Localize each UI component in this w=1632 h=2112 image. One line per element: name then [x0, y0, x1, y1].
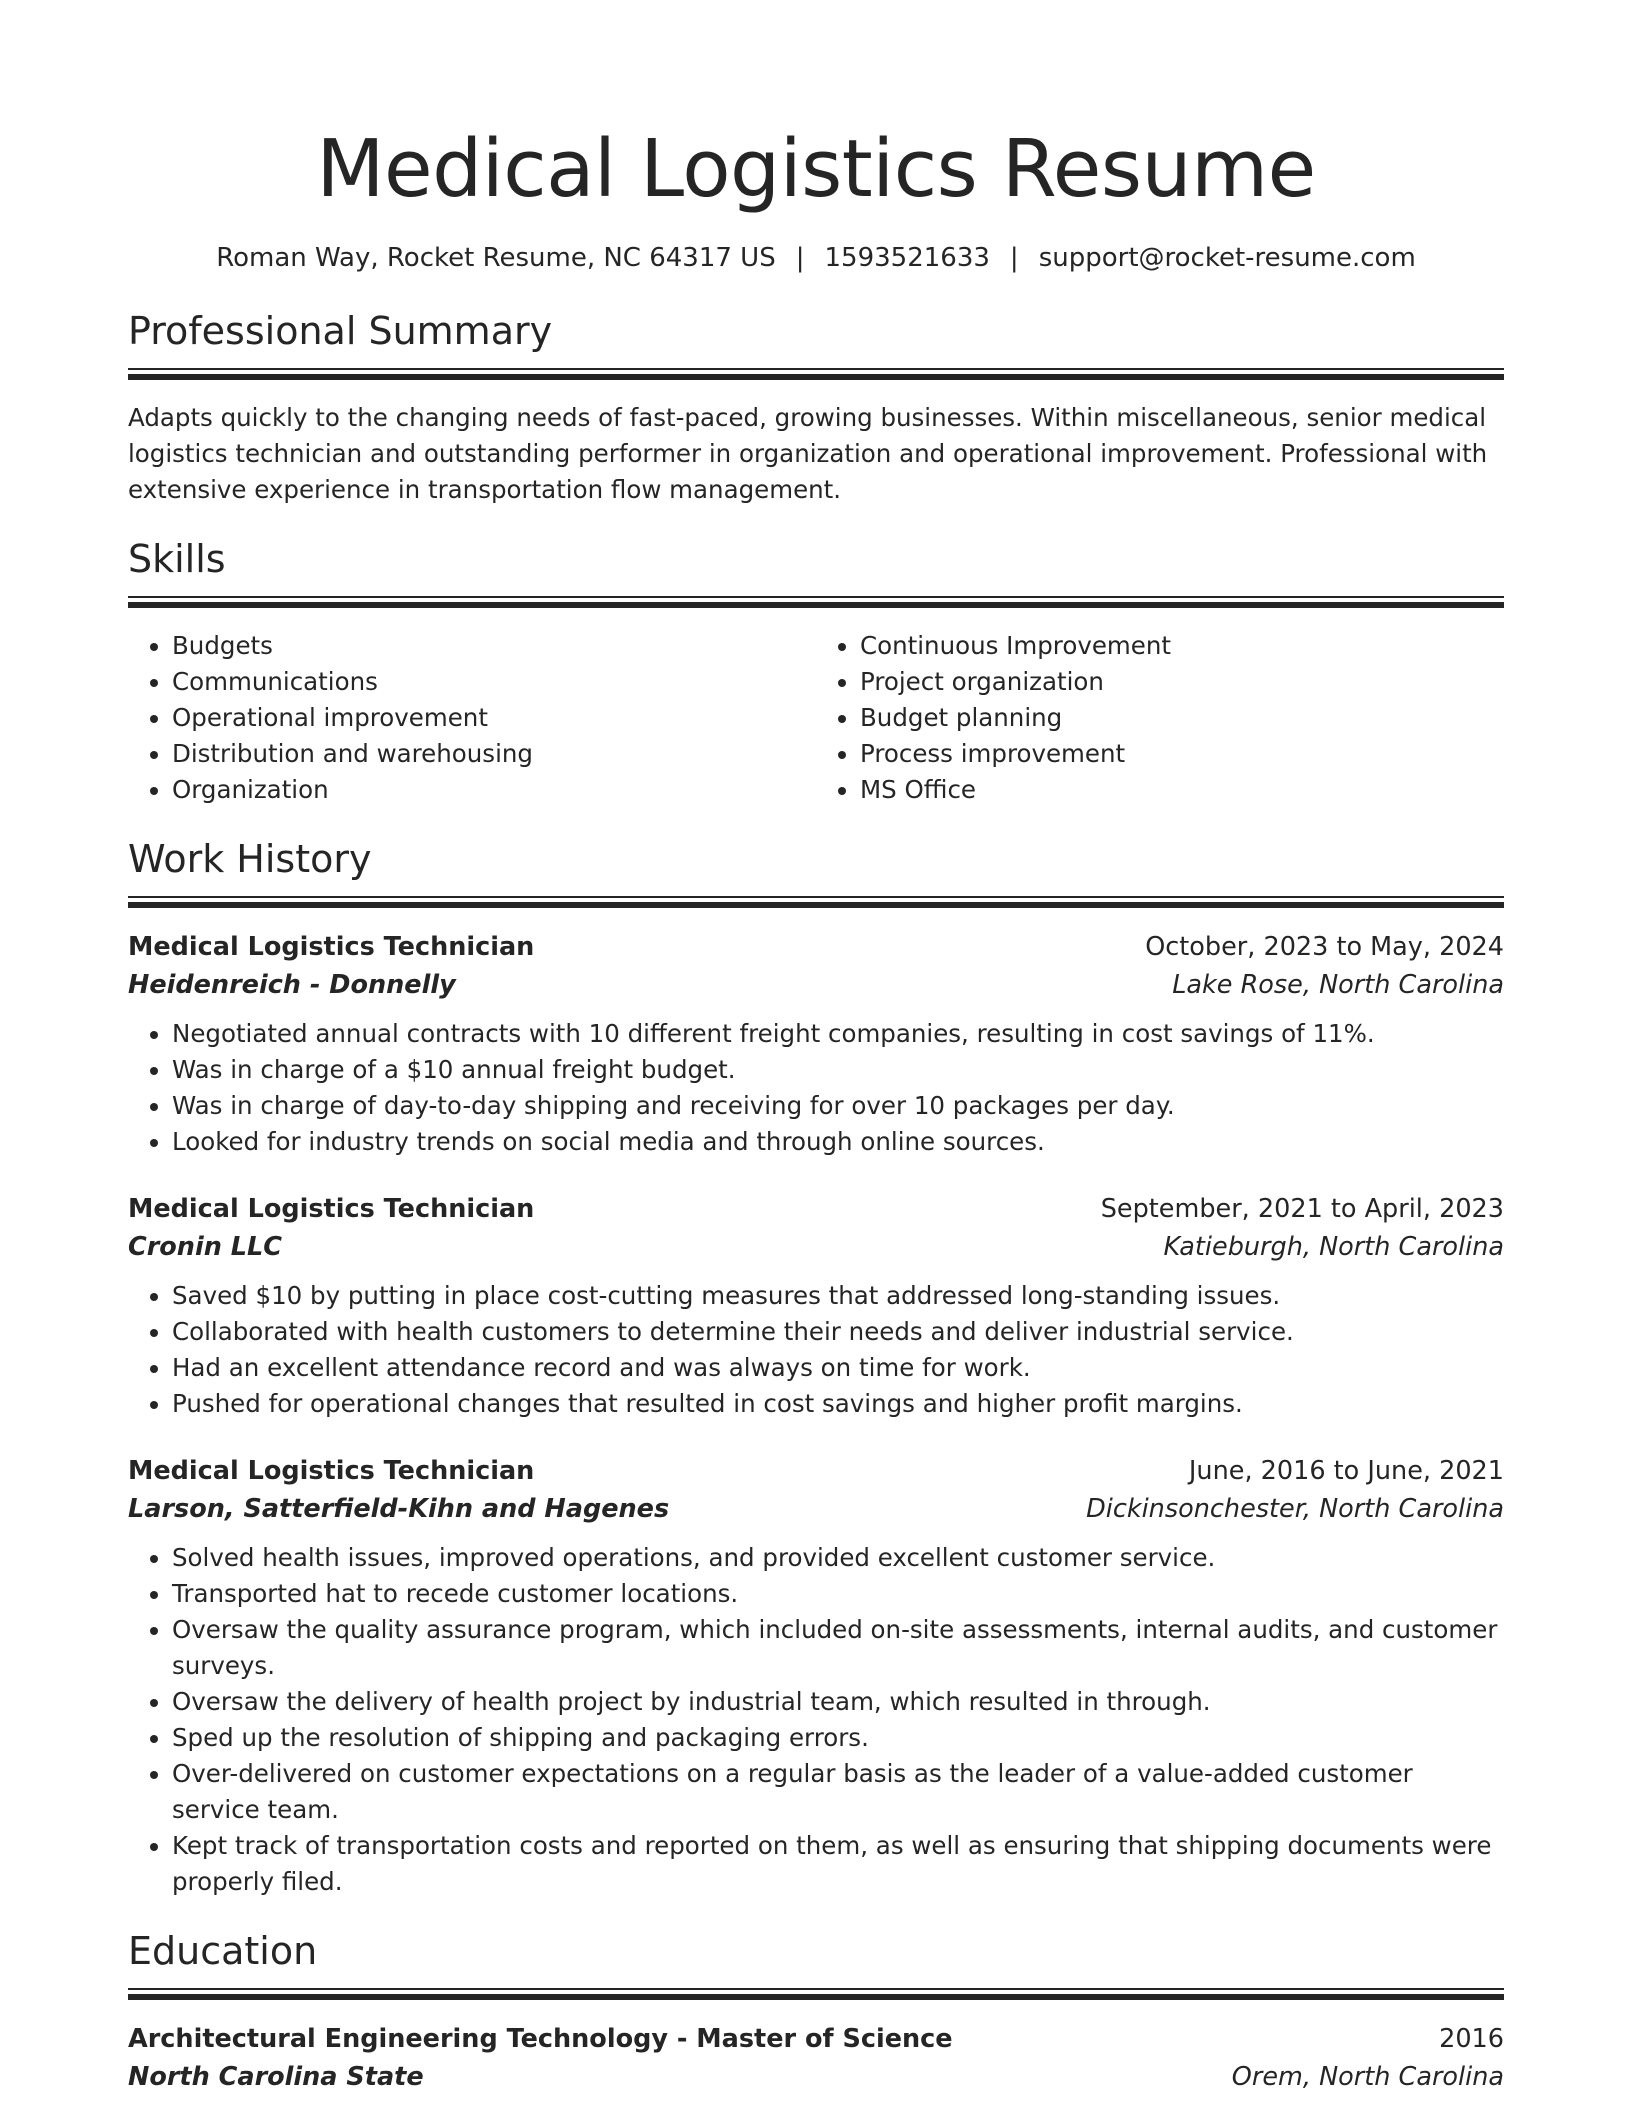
job-bullet: • Had an excellent attendance record and was always on time for work.: [172, 1350, 1504, 1386]
job-bullet: • Was in charge of day-to-day shipping and receiving for over 10 packages per day.: [172, 1088, 1504, 1124]
skills-columns: [128, 628, 1504, 808]
job-bullets: [128, 1016, 1504, 1160]
page-title: Medical Logistics Resume: [316, 123, 1316, 215]
job-title: Medical Logistics Technician: [128, 1456, 535, 1486]
education-year: 2016: [1439, 2024, 1504, 2054]
section-divider: [128, 896, 1504, 908]
skill-item: • MS Office: [860, 772, 1504, 808]
contact-line: [128, 241, 1504, 275]
job-dates: October, 2023 to May, 2024: [1145, 932, 1504, 962]
education-degree: Architectural Engineering Technology - Master of Science: [128, 2024, 953, 2054]
job-header-row: [128, 1190, 1504, 1228]
job-bullet: • Collaborated with health customers to determine their needs and deliver industrial service.: [172, 1314, 1504, 1350]
job-company: Larson, Satterfield-Kihn and Hagenes: [128, 1494, 670, 1524]
job-company: Heidenreich - Donnelly: [128, 970, 456, 1000]
job-dates: September, 2021 to April, 2023: [1100, 1194, 1504, 1224]
job-location: Dickinsonchester, North Carolina: [1086, 1494, 1504, 1524]
work-section: [128, 836, 1504, 1900]
job-header-row: [128, 1452, 1504, 1490]
contact-phone: 1593521633: [824, 243, 990, 273]
skills-heading: Skills: [128, 537, 226, 581]
contact-address: Roman Way, Rocket Resume, NC 64317 US: [216, 243, 776, 273]
job-subheader-row: [128, 966, 1504, 1004]
skill-item: • Communications: [172, 664, 816, 700]
skills-list-right: [816, 628, 1504, 808]
education-subheader-row: [128, 2058, 1504, 2096]
skill-item: • Process improvement: [860, 736, 1504, 772]
job-location: Lake Rose, North Carolina: [1172, 970, 1504, 1000]
contact-separator: |: [1009, 243, 1019, 273]
summary-section: [128, 308, 1504, 508]
job-header-row: [128, 928, 1504, 966]
job-bullets: [128, 1540, 1504, 1900]
education-heading: Education: [128, 1929, 318, 1973]
skill-item: • Continuous Improvement: [860, 628, 1504, 664]
job-bullet: • Looked for industry trends on social media and through online sources.: [172, 1124, 1504, 1160]
skill-item: • Organization: [172, 772, 816, 808]
skill-item: • Project organization: [860, 664, 1504, 700]
skill-item: • Operational improvement: [172, 700, 816, 736]
education-header-row: [128, 2020, 1504, 2058]
job-bullet: • Negotiated annual contracts with 10 different freight companies, resulting in cost savings of 11%.: [172, 1016, 1504, 1052]
job-title: Medical Logistics Technician: [128, 1194, 535, 1224]
job-bullets: [128, 1278, 1504, 1422]
job-subheader-row: [128, 1490, 1504, 1528]
job-company: Cronin LLC: [128, 1232, 282, 1262]
education-location: Orem, North Carolina: [1231, 2062, 1504, 2092]
skills-section: [128, 536, 1504, 808]
summary-heading: Professional Summary: [128, 309, 553, 353]
job-bullet: • Was in charge of a $10 annual freight budget.: [172, 1052, 1504, 1088]
job-title: Medical Logistics Technician: [128, 932, 535, 962]
contact-separator: |: [795, 243, 805, 273]
skills-list-left: [128, 628, 816, 808]
education-school: North Carolina State: [128, 2062, 424, 2092]
contact-email: support@rocket-resume.com: [1038, 243, 1416, 273]
job-bullet: • Pushed for operational changes that resulted in cost savings and higher profit margins.: [172, 1386, 1504, 1422]
job-bullet: • Solved health issues, improved operations, and provided excellent customer service.: [172, 1540, 1504, 1576]
work-heading: Work History: [128, 837, 372, 881]
job-dates: June, 2016 to June, 2021: [1188, 1456, 1504, 1486]
skill-item: • Distribution and warehousing: [172, 736, 816, 772]
skill-item: • Budgets: [172, 628, 816, 664]
job-bullet: • Saved $10 by putting in place cost-cutting measures that addressed long-standing issues.: [172, 1278, 1504, 1314]
section-divider: [128, 368, 1504, 380]
job-bullet: • Over-delivered on customer expectations on a regular basis as the leader of a value-added customer service team.: [172, 1756, 1504, 1828]
job-subheader-row: [128, 1228, 1504, 1266]
job-bullet: • Oversaw the quality assurance program, which included on-site assessments, internal audits, and customer surveys.: [172, 1612, 1504, 1684]
job-entry: [128, 1452, 1504, 1900]
job-bullet: • Oversaw the delivery of health project by industrial team, which resulted in through.: [172, 1684, 1504, 1720]
section-divider: [128, 1988, 1504, 2000]
job-entry: [128, 1190, 1504, 1422]
job-bullet: • Sped up the resolution of shipping and packaging errors.: [172, 1720, 1504, 1756]
education-section: [128, 1928, 1504, 2096]
summary-text: Adapts quickly to the changing needs of fast-paced, growing businesses. Within miscellaneous, senior medical logistics technician and outstanding performer in organization and operational improvement. Professional with extensive experience in transportation flow management.: [128, 403, 1488, 504]
job-bullet: • Transported hat to recede customer locations.: [172, 1576, 1504, 1612]
job-location: Katieburgh, North Carolina: [1163, 1232, 1504, 1262]
job-entry: [128, 928, 1504, 1160]
job-bullet: • Kept track of transportation costs and reported on them, as well as ensuring that shipping documents were properly filed.: [172, 1828, 1504, 1900]
skill-item: • Budget planning: [860, 700, 1504, 736]
section-divider: [128, 596, 1504, 608]
